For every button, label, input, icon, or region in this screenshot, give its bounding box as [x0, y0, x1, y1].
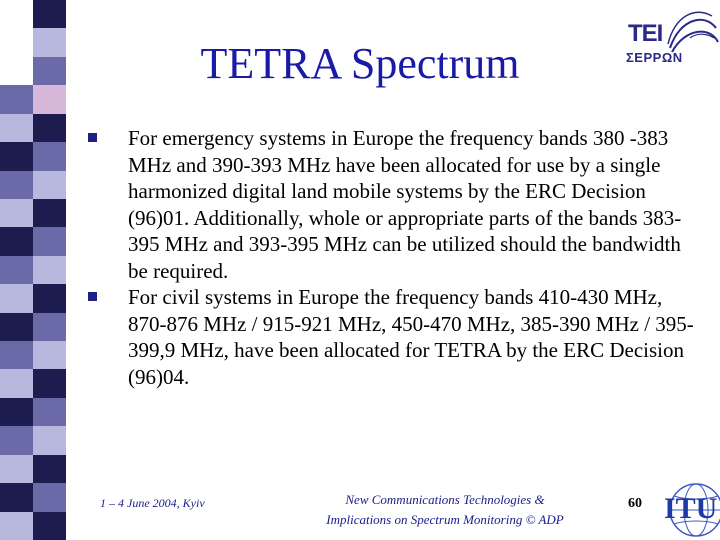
footer-date-place: 1 – 4 June 2004, Kyiv: [100, 496, 205, 510]
strip-block: [33, 426, 66, 454]
strip-block: [0, 341, 33, 369]
strip-block: [33, 227, 66, 255]
slide-title: TETRA Spectrum: [200, 39, 520, 88]
strip-block: [33, 369, 66, 397]
strip-block: [0, 171, 33, 199]
bullet-item: [82, 284, 702, 390]
strip-block: [0, 142, 33, 170]
bullet-square-icon: [88, 133, 97, 142]
strip-block: [0, 369, 33, 397]
footer-topic-line2: Implications on Spectrum Monitoring © ADP: [326, 512, 564, 527]
strip-block: [0, 256, 33, 284]
strip-block: [33, 28, 66, 56]
bullet-item: [82, 125, 702, 284]
tei-logo: [620, 8, 720, 80]
strip-block: [33, 483, 66, 511]
strip-block: [33, 398, 66, 426]
strip-block: [0, 455, 33, 483]
strip-block: [33, 313, 66, 341]
bullet-list: [82, 125, 702, 390]
footer-topic: [290, 490, 600, 530]
page-number: 60: [628, 496, 642, 511]
tei-logo-subtext: ΣΕΡΡΩΝ: [626, 50, 683, 65]
strip-block: [33, 142, 66, 170]
bullet-square-icon: [88, 292, 97, 301]
strip-block: [33, 256, 66, 284]
strip-block: [0, 483, 33, 511]
bullet-text: For emergency systems in Europe the frequency bands 380 -383 MHz and 390-393 MHz have been allocated for use by a single harmonized digital land mobile systems by the ERC Decision (96)01. Additionally, whole or appropriate parts of the bands 383-395 MHz and 393-395 MHz can be utilized should the bandwidth be required.: [128, 126, 682, 283]
strip-block: [33, 199, 66, 227]
strip-block: [33, 85, 66, 113]
strip-block: [33, 114, 66, 142]
strip-block: [0, 512, 33, 540]
strip-block: [33, 512, 66, 540]
strip-block: [33, 284, 66, 312]
itu-logo: [656, 470, 720, 540]
strip-block: [0, 199, 33, 227]
strip-block: [0, 284, 33, 312]
footer-topic-line1: New Communications Technologies &: [345, 492, 545, 507]
strip-block: [33, 171, 66, 199]
strip-block: [33, 0, 66, 28]
strip-block: [0, 114, 33, 142]
bullet-text: For civil systems in Europe the frequency bands 410-430 MHz, 870-876 MHz / 915-921 MHz, 450-470 MHz, 385-390 MHz / 395-399,9 MHz, have been allocated for TETRA by the ERC Decision (96)04.: [128, 285, 694, 389]
strip-block: [0, 398, 33, 426]
strip-block: [33, 455, 66, 483]
tei-logo-text: TEI: [628, 20, 663, 47]
strip-block: [0, 426, 33, 454]
strip-block: [33, 57, 66, 85]
decorative-color-strip: [0, 0, 66, 540]
strip-block: [0, 227, 33, 255]
itu-logo-text: ITU: [664, 492, 718, 525]
strip-block: [33, 341, 66, 369]
strip-block: [0, 85, 33, 113]
strip-block: [0, 313, 33, 341]
